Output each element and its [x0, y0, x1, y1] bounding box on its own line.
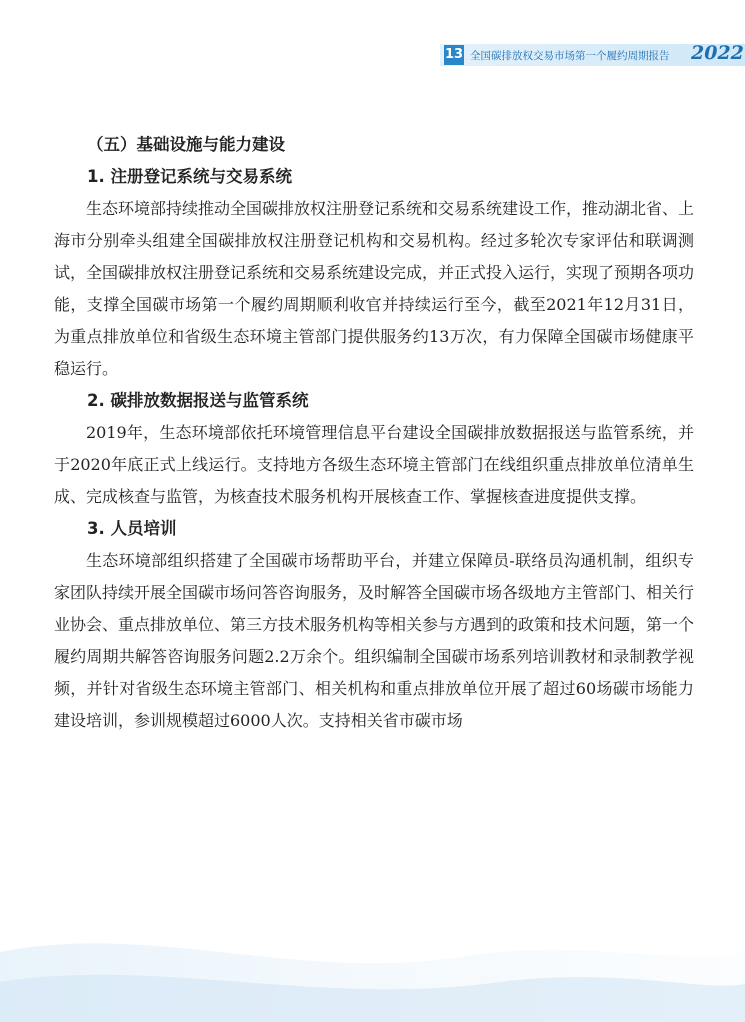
report-year: 2022	[691, 42, 744, 64]
report-title: 全国碳排放权交易市场第一个履约周期报告	[470, 50, 670, 62]
subsection-3-paragraph: 生态环境部组织搭建了全国碳市场帮助平台，并建立保障员-联络员沟通机制，组织专家团队持续开展全国碳市场问答咨询服务，及时解答全国碳市场各级地方主管部门、相关行业协会、重点排放单位、第三方技术服务机构等相关参与方遇到的政策和技术问题，第一个履约周期共解答咨询服务问题2.2万余个。组织编制全国碳市场系列培训教材和录制教学视频，并针对省级生态环境主管部门、相关机构和重点排放单位开展了超过60场碳市场能力建设培训，参训规模超过6000人次。支持相关省市碳市场	[54, 551, 695, 730]
subsection-1-paragraph: 生态环境部持续推动全国碳排放权注册登记系统和交易系统建设工作，推动湖北省、上海市分别牵头组建全国碳排放权注册登记机构和交易机构。经过多轮次专家评估和联调测试，全国碳排放权注册登记系统和交易系统建设完成，并正式投入运行，实现了预期各项功能，支撑全国碳市场第一个履约周期顺利收官并持续运行至今，截至2021年12月31日，为重点排放单位和省级生态环境主管部门提供服务约13万次，有力保障全国碳市场健康平稳运行。	[54, 199, 695, 378]
decorative-wave-footer	[0, 912, 745, 1022]
subsection-2-title: 2. 碳排放数据报送与监管系统	[87, 391, 309, 410]
subsection-3-title: 3. 人员培训	[87, 519, 177, 538]
document-body	[54, 129, 694, 737]
section-heading: （五）基础设施与能力建设	[87, 135, 285, 154]
subsection-2-paragraph: 2019年，生态环境部依托环境管理信息平台建设全国碳排放数据报送与监管系统，并于2020年底正式上线运行。支持地方各级生态环境主管部门在线组织重点排放单位清单生成、完成核查与监管，为核查技术服务机构开展核查工作、掌握核查进度提供支撑。	[54, 423, 694, 506]
subsection-1-title: 1. 注册登记系统与交易系统	[87, 167, 292, 186]
page-number: 13	[444, 45, 464, 65]
